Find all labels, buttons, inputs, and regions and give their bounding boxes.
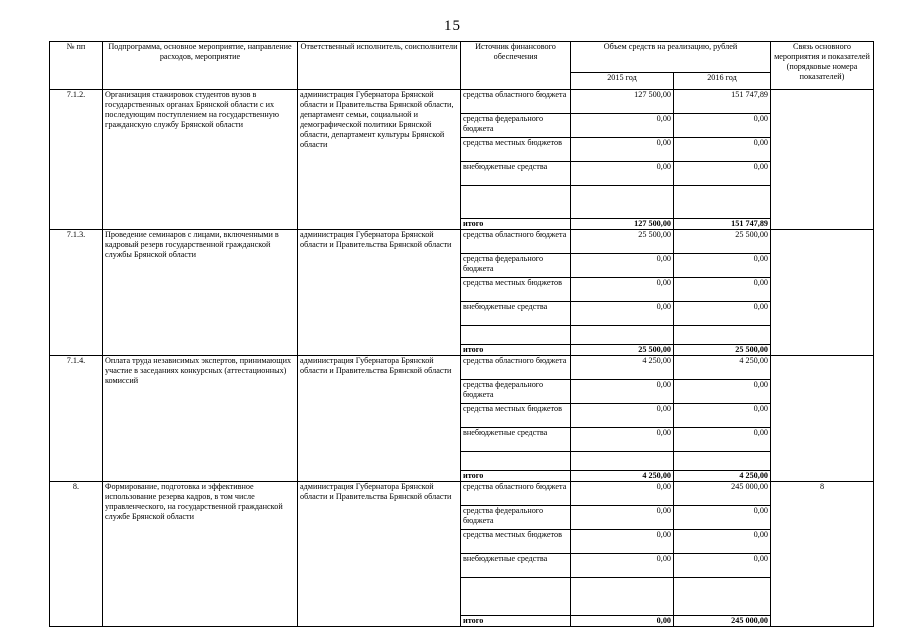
value-2016: 0,00 [674, 404, 771, 428]
total-2016: 4 250,00 [674, 471, 771, 482]
value-2015: 0,00 [571, 428, 674, 452]
value-2016: 0,00 [674, 380, 771, 404]
total-label: итого [461, 471, 571, 482]
header-program: Подпрограмма, основное мероприятие, направление расходов, мероприятие [103, 42, 298, 90]
source-name: средства местных бюджетов [461, 530, 571, 554]
row-program: Организация стажировок студентов вузов в государственных органах Брянской области с их последующим поступлением на государственную гражданскую службу Брянской области [103, 90, 298, 230]
header-year-2015: 2015 год [571, 73, 674, 90]
header-year-2016: 2016 год [674, 73, 771, 90]
value-2016: 4 250,00 [674, 356, 771, 380]
total-2015: 25 500,00 [571, 345, 674, 356]
value-2015: 0,00 [571, 162, 674, 186]
value-2015: 0,00 [571, 554, 674, 578]
budget-table [49, 41, 874, 627]
source-name: внебюджетные средства [461, 428, 571, 452]
row-program: Формирование, подготовка и эффективное использование резерва кадров, в том числе управленческого, на государственной гражданской службе Брянской области [103, 482, 298, 627]
total-2015: 127 500,00 [571, 219, 674, 230]
value-2016: 0,00 [674, 162, 771, 186]
row-executor: администрация Губернатора Брянской области и Правительства Брянской области [298, 356, 461, 482]
value-2015: 0,00 [571, 138, 674, 162]
total-label: итого [461, 345, 571, 356]
header-num: № пп [50, 42, 103, 90]
row-executor: администрация Губернатора Брянской области и Правительства Брянской области [298, 230, 461, 356]
table-row [50, 90, 874, 114]
row-number: 7.1.4. [50, 356, 103, 482]
value-2016: 0,00 [674, 138, 771, 162]
total-2016: 25 500,00 [674, 345, 771, 356]
value-2016: 0,00 [674, 114, 771, 138]
row-executor: администрация Губернатора Брянской области и Правительства Брянской области, департамент семьи, социальной и демографической политики Брянской области, департамент культуры Брянской области [298, 90, 461, 230]
source-name: средства федерального бюджета [461, 506, 571, 530]
value-2016: 0,00 [674, 278, 771, 302]
source-name: средства федерального бюджета [461, 380, 571, 404]
source-name: внебюджетные средства [461, 162, 571, 186]
row-link [771, 356, 874, 482]
header-source: Источник финансового обеспечения [461, 42, 571, 90]
value-2016: 245 000,00 [674, 482, 771, 506]
total-2015: 0,00 [571, 616, 674, 627]
value-2015: 0,00 [571, 114, 674, 138]
header-link: Связь основного мероприятия и показателей (порядковые номера показателей) [771, 42, 874, 90]
row-number: 7.1.2. [50, 90, 103, 230]
value-2016: 0,00 [674, 554, 771, 578]
table-row [50, 230, 874, 254]
source-name: внебюджетные средства [461, 302, 571, 326]
row-number: 8. [50, 482, 103, 627]
row-link: 8 [771, 482, 874, 627]
value-2015: 127 500,00 [571, 90, 674, 114]
total-label: итого [461, 616, 571, 627]
source-name: средства областного бюджета [461, 356, 571, 380]
value-2015: 0,00 [571, 482, 674, 506]
table-row [50, 482, 874, 506]
source-name: средства областного бюджета [461, 482, 571, 506]
page-number: 15 [444, 18, 461, 34]
source-name: средства местных бюджетов [461, 404, 571, 428]
value-2015: 0,00 [571, 506, 674, 530]
source-name: средства областного бюджета [461, 90, 571, 114]
table-body [50, 90, 874, 627]
value-2015: 0,00 [571, 302, 674, 326]
total-2016: 245 000,00 [674, 616, 771, 627]
value-2016: 0,00 [674, 428, 771, 452]
row-link [771, 90, 874, 230]
source-name: внебюджетные средства [461, 554, 571, 578]
row-program: Проведение семинаров с лицами, включенными в кадровый резерв государственной гражданской службы Брянской области [103, 230, 298, 356]
source-name: средства местных бюджетов [461, 278, 571, 302]
value-2015: 0,00 [571, 254, 674, 278]
value-2015: 0,00 [571, 404, 674, 428]
total-label: итого [461, 219, 571, 230]
value-2016: 0,00 [674, 530, 771, 554]
value-2016: 0,00 [674, 254, 771, 278]
value-2016: 25 500,00 [674, 230, 771, 254]
row-link [771, 230, 874, 356]
source-name: средства федерального бюджета [461, 114, 571, 138]
value-2015: 0,00 [571, 278, 674, 302]
table-row [50, 356, 874, 380]
row-program: Оплата труда независимых экспертов, принимающих участие в заседаниях конкурсных (аттестационных) комиссий [103, 356, 298, 482]
value-2015: 0,00 [571, 380, 674, 404]
source-name: средства местных бюджетов [461, 138, 571, 162]
total-2015: 4 250,00 [571, 471, 674, 482]
value-2016: 0,00 [674, 302, 771, 326]
value-2015: 0,00 [571, 530, 674, 554]
value-2016: 151 747,89 [674, 90, 771, 114]
value-2015: 4 250,00 [571, 356, 674, 380]
total-2016: 151 747,89 [674, 219, 771, 230]
value-2016: 0,00 [674, 506, 771, 530]
row-executor: администрация Губернатора Брянской области и Правительства Брянской области [298, 482, 461, 627]
row-number: 7.1.3. [50, 230, 103, 356]
header-executor: Ответственный исполнитель, соисполнители [298, 42, 461, 90]
source-name: средства областного бюджета [461, 230, 571, 254]
header-volume: Объем средств на реализацию, рублей [571, 42, 771, 73]
source-name: средства федерального бюджета [461, 254, 571, 278]
value-2015: 25 500,00 [571, 230, 674, 254]
